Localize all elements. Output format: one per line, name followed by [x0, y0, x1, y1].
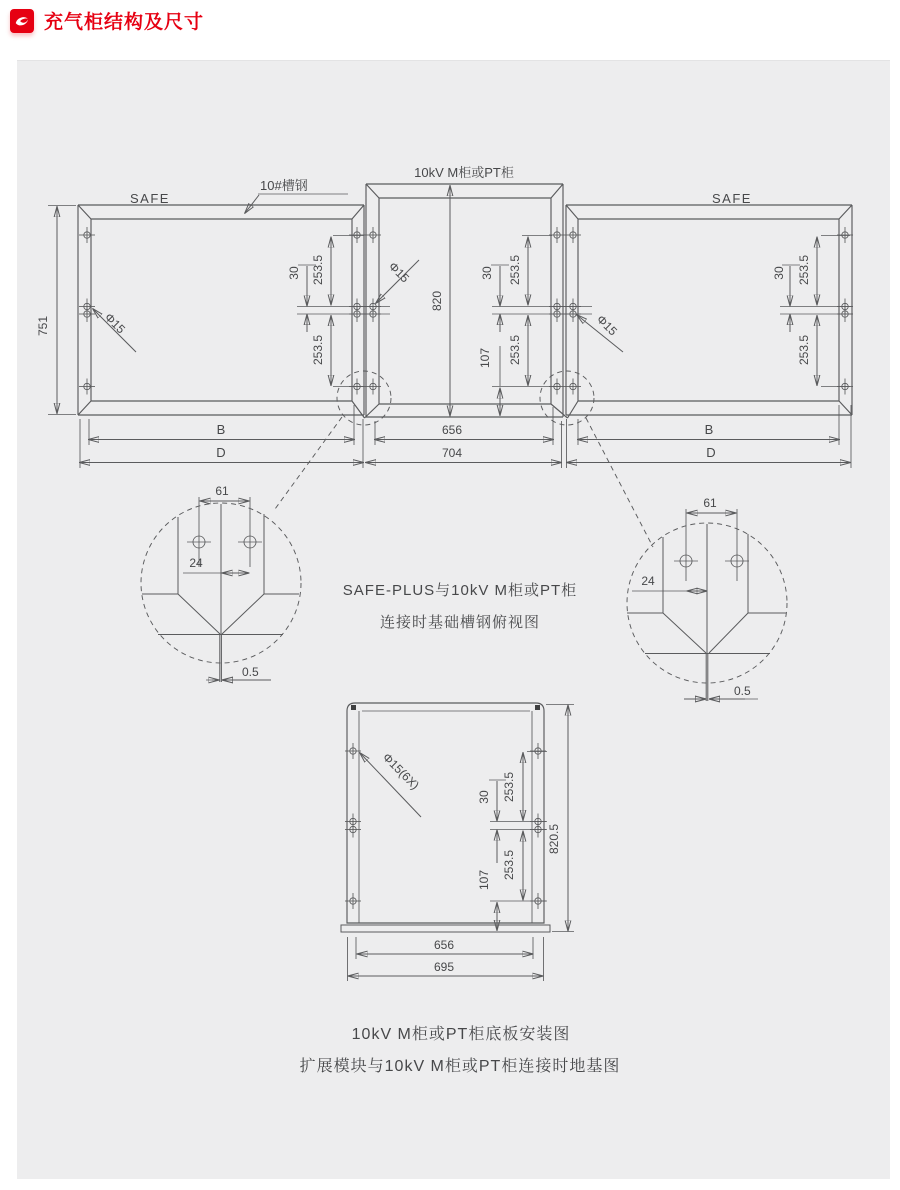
- dim-label-253-5: 253.5: [502, 771, 516, 803]
- bottom-view: [300, 703, 621, 1075]
- dim-label-30: 30: [287, 266, 301, 280]
- dim-label-253-5: 253.5: [311, 334, 325, 366]
- dim-label-30: 30: [480, 266, 494, 280]
- hole-dia-label-left: Φ15: [101, 310, 128, 337]
- middle-cabinet-frame: [365, 184, 568, 418]
- witness-lines-bottom: [348, 705, 575, 982]
- dim-label-B-left: B: [216, 422, 226, 437]
- page-title: 充气柜结构及尺寸: [44, 12, 205, 33]
- dim-label-820-5: 820.5: [547, 823, 561, 855]
- dim-label-107: 107: [477, 869, 491, 891]
- dim-label-0-5: 0.5: [734, 684, 751, 698]
- anchor-holes-bottom: [345, 743, 546, 909]
- dim-label-751: 751: [36, 315, 50, 337]
- dimension-lines-bottom: [349, 706, 569, 977]
- dim-label-24: 24: [189, 556, 203, 570]
- bottom-caption-line2: 扩展模块与10kV M柜或PT柜连接时地基图: [299, 1058, 621, 1075]
- detail-note-line2: 连接时基础槽钢俯视图: [379, 614, 541, 631]
- bottom-caption-line1: 10kV M柜或PT柜底板安装图: [351, 1026, 571, 1043]
- leader-lines-top: [93, 194, 623, 352]
- dim-label-253-5: 253.5: [797, 254, 811, 286]
- technical-drawing: [17, 61, 890, 1179]
- dim-label-B-right: B: [704, 422, 714, 437]
- dim-label-0-5: 0.5: [242, 665, 259, 679]
- dim-label-253-5: 253.5: [797, 334, 811, 366]
- cabinet-label-safe-left: SAFE: [130, 191, 170, 206]
- detail-leader-right: [586, 418, 653, 547]
- brand-logo-icon: [10, 9, 34, 33]
- dim-label-695: 695: [433, 960, 455, 974]
- top-view: [36, 165, 853, 547]
- dim-label-107: 107: [478, 347, 492, 369]
- dim-label-D-right: D: [706, 445, 716, 460]
- safe-right-frame: [566, 205, 852, 418]
- dim-label-656: 656: [433, 938, 455, 952]
- detail-view-left: [141, 484, 301, 682]
- dim-label-30: 30: [772, 266, 786, 280]
- dim-label-656: 656: [441, 423, 463, 437]
- dim-label-820: 820: [430, 290, 444, 312]
- drawing-panel: [17, 60, 890, 1179]
- dim-label-253-5: 253.5: [508, 254, 522, 286]
- hole-dia-label-middle: Φ15: [385, 259, 412, 286]
- dim-label-253-5: 253.5: [311, 254, 325, 286]
- channel-steel-note: 10#槽钢: [260, 178, 308, 193]
- cabinet-label-middle: 10kV M柜或PT柜: [414, 165, 514, 180]
- dimension-lines-top: [57, 186, 850, 463]
- dim-label-D-left: D: [216, 445, 226, 460]
- hole-dia-label-right: Φ15: [593, 312, 620, 339]
- dim-label-704: 704: [441, 446, 463, 460]
- detail-note-line1: SAFE-PLUS与10kV M柜或PT柜: [342, 582, 578, 599]
- dim-label-24: 24: [641, 574, 655, 588]
- base-plate-flange: [341, 925, 550, 932]
- detail-view-right: [627, 496, 787, 701]
- hole-dia-label-bottom: Φ15(6X): [379, 750, 423, 793]
- cabinet-label-safe-right: SAFE: [712, 191, 752, 206]
- dim-label-253-5: 253.5: [502, 849, 516, 881]
- safe-left-frame: [78, 205, 365, 418]
- dim-label-61: 61: [703, 496, 717, 510]
- dim-label-61: 61: [215, 484, 229, 498]
- base-plate-outline: [347, 703, 544, 923]
- dim-label-253-5: 253.5: [508, 334, 522, 366]
- anchor-holes: [79, 227, 853, 395]
- dim-label-30: 30: [477, 790, 491, 804]
- page-header: [10, 7, 204, 34]
